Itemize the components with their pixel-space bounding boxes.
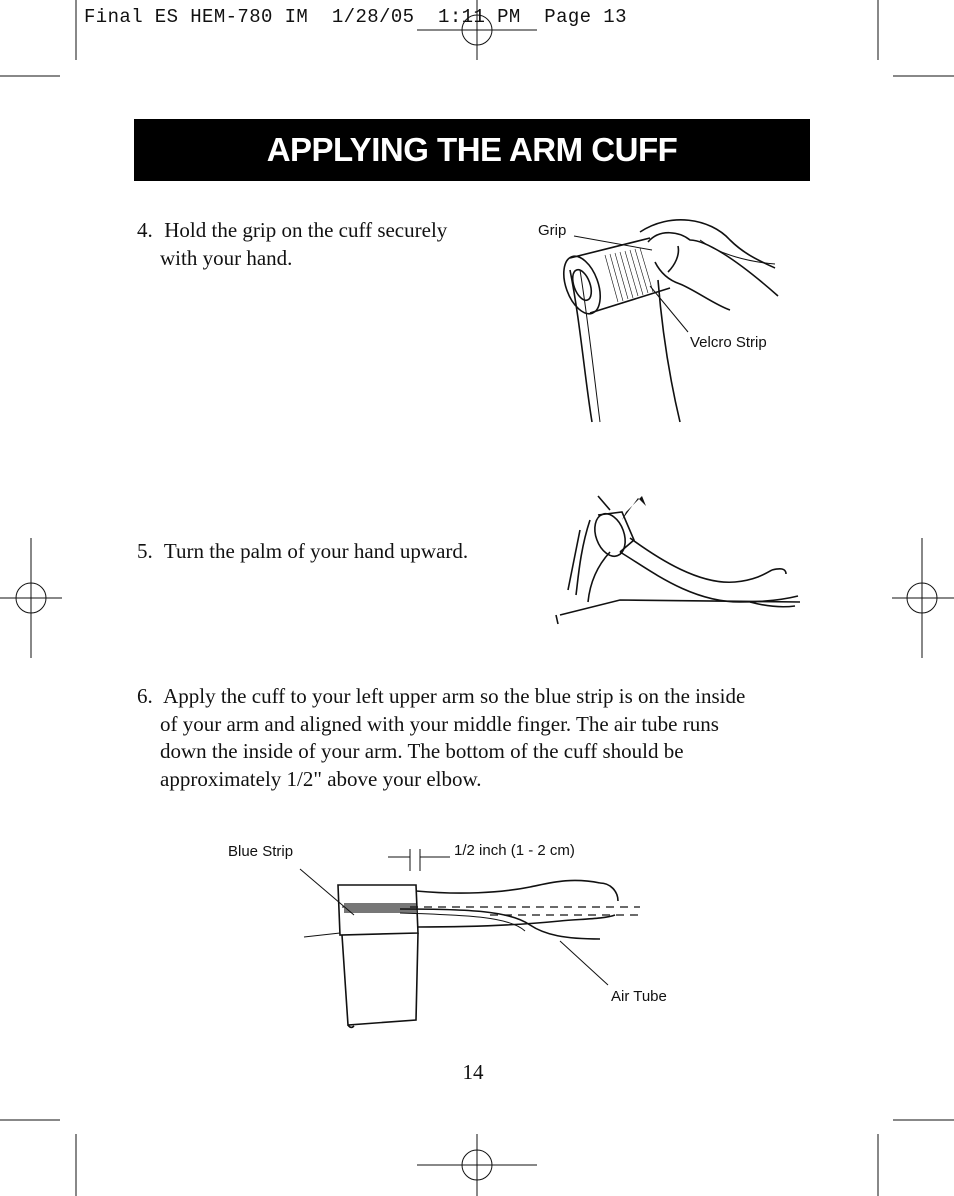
title-banner [134, 119, 810, 181]
step-text-line: approximately 1/2" above your elbow. [160, 766, 482, 791]
registration-mark-bottom [417, 1134, 537, 1196]
step-text-line: of your arm and aligned with your middle finger. The air tube runs [160, 711, 719, 736]
registration-mark-left [0, 538, 62, 658]
label-velcro-strip: Velcro Strip [690, 334, 767, 351]
page-title: APPLYING THE ARM CUFF [266, 131, 678, 168]
step-number: 6. [137, 684, 153, 708]
step-text-line: Hold the grip on the cuff securely [164, 218, 448, 242]
figure-palm-upward [550, 490, 810, 630]
step-6 [137, 683, 745, 793]
label-grip: Grip [538, 222, 567, 239]
step-4 [137, 217, 447, 272]
step-text-line: down the inside of your arm. The bottom of the cuff should be [160, 739, 684, 763]
arrow-icon [622, 496, 646, 520]
blue-strip-band [344, 903, 416, 913]
step-5 [137, 538, 468, 566]
step-number: 5. [137, 539, 153, 563]
step-number: 4. [137, 218, 153, 242]
step-text-line: with your hand. [160, 245, 293, 270]
page-number: 14 [462, 1060, 484, 1084]
step-text-line: Apply the cuff to your left upper arm so the blue strip is on the inside [163, 684, 746, 708]
figure-grip-cuff [530, 210, 790, 425]
registration-mark-right [892, 538, 954, 658]
print-header: Final ES HEM-780 IM 1/28/05 1:11 PM Page 13 [84, 6, 627, 28]
label-distance: 1/2 inch (1 - 2 cm) [454, 842, 575, 859]
label-blue-strip: Blue Strip [228, 843, 294, 860]
step-text-line: Turn the palm of your hand upward. [163, 539, 469, 563]
figure-cuff-on-arm [220, 835, 667, 1035]
label-air-tube: Air Tube [611, 988, 667, 1005]
